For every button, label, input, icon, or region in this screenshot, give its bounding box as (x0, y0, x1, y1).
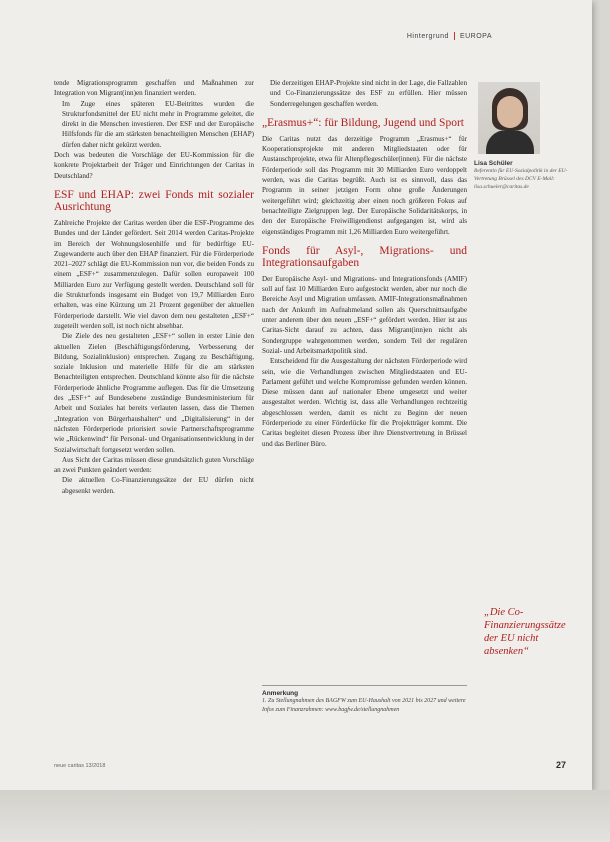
paragraph: tende Migrationsprogramm geschaffen und Maßnahmen zur Integration von Migrant(inn)en finanziert werden. (54, 79, 254, 98)
footnote-title: Anmerkung (262, 690, 299, 697)
paragraph: Die Caritas nutzt das derzeitige Programm „Erasmus+“ für Kooperationsprojekte mit anderen Mitgliedstaaten oder für Austauschprojekte, etwa für Altenpflegeschüler(innen). Für die nächste Förderperiode soll das Programm mit 30 Milliarden Euro verdoppelt werden, was die Caritas begrüßt. Auch ist es sinnvoll, dass das Programm in seiner jetzigen Form ohne große Änderungen weitergeführt wird; gleichzeitig aber einen noch größeren Fokus auf benachteiligte Zielgruppen legt. Der Europäische Solidaritätskorps, in den der Europäische Freiwilligendienst aufgegangen ist, wird als eigenständiges Programm mit 1,26 Milliarden Euro weitergeführt. (262, 134, 467, 236)
author-name: Lisa Schüler (474, 160, 513, 167)
footer-publication: neue caritas 13/2018 (54, 763, 106, 769)
bullet-item: • Die derzeitigen EHAP-Projekte sind nicht in der Lage, die Fallzahlen und Co-Finanzierungssätze des ESF zu erfüllen. Hier müssen Sonderregelungen geschaffen werden. (270, 78, 467, 109)
paragraph: Der Europäische Asyl- und Migrations- und Integrationsfonds (AMIF) soll auf fast 10 Milliarden Euro aufgestockt werden, aber nur noch die Bereiche Asyl und Migration umfassen. AMIF-Integrationsmaßnahmen nach der Ankunft im Aufnahmeland sollen als Querschnittsaufgabe unter anderem über den neuen „ESF+“ gefördert werden. Hier ist aus Caritas-Sicht darauf zu achten, dass Migrant(inn)en nicht als Sondergruppe wahrgenommen werden, sondern Teil der regulären Sozial- und Arbeitsmarktpolitik sind. (262, 274, 467, 355)
author-bio: Referentin für EU-Sozialpolitik in der EU-Vertretung Brüssel des DCV E-Mail: lisa.schueler@caritas.de (474, 168, 568, 190)
header-topic: EUROPA (459, 32, 492, 40)
bullet-list (262, 78, 467, 109)
bullet-item: • Die aktuellen Co-Finanzierungssätze der EU dürfen nicht abgesenkt werden. (62, 475, 254, 496)
background-surface (0, 790, 610, 842)
paragraph: Die Ziele des neu gestalteten „ESF+“ sollen in erster Linie den aktuellen Zielen (Beschäftigungsförderung, Verbesserung der Bildung, Sozialinklusion) entsprechen. Zugang zu Beschäftigung, soziale Inklusion und materielle Hilfe für die am stärksten Benachteiligten entsprechen. Deutschland könnte also für die nächste Förderperiode ähnliche Programme auflegen. Das für die Umsetzung des „ESF+“ auf Bundesebene zuständige Bundesministerium für Arbeit und Soziales hat bereits verlauten lassen, dass die Themen „Integration von Bürgerhaushalten“ und „Digitalisierung“ in der nächsten Förderperiode priorisiert sowie Partnerschaftsprogramme wie „Rückenwind“ für Personal- und Organisationsentwicklung in der Sozialwirtschaft fortgesetzt werden sollen. (54, 332, 254, 454)
column-middle (262, 78, 467, 678)
header-separator (454, 32, 455, 40)
footnote-text: 1. Zu Stellungnahmen des BAGFW zum EU-Haushalt von 2021 bis 2027 und weitere Infos zum Finanzrahmen: www.bagfw.de/stellungnahmen (262, 698, 466, 713)
page-number: 27 (556, 760, 567, 770)
paragraph: Zahlreiche Projekte der Caritas werden über die ESF-Programme des Bundes und der Länder gefördert. Seit 2014 werden Caritas-Projekte im Bereich der Wohnungslosenhilfe und für bedürftige EU-Zugewanderte auch über den EHAP finanziert. Für die Förderperiode 2021–2027 schlägt die EU-Kommission nun vor, die beiden Fonds zu einem „ESF+“ zusammenzulegen. Dafür sollen europaweit 100 Milliarden Euro zur Verfügung gestellt werden. Deutschland soll für die Strukturfonds insgesamt ein Budget von 19,7 Milliarden Euro erhalten, was eine Kürzung um 21 Prozent gegenüber der aktuellen Förderperiode darstellt. Wie viel davon dem neu gestalteten „ESF+“ zugeteilt werden soll, ist noch nicht absehbar. (54, 218, 254, 330)
paragraph: Entscheidend für die Ausgestaltung der nächsten Förderperiode wird sein, wie die Verhandlungen zwischen Mitgliedstaaten und EU-Parlament geführt und welche Kompromisse gefunden werden können. Diese müssen dann auf nationaler Ebene umgesetzt und weiter ausgestaltet werden. Wichtig ist, dass alle Verhandlungen rechtzeitig abgeschlossen werden, damit es nicht zu Beginn der neuen Förderperiode zu einer Förderlücke für die Projektträger kommt. Die Caritas begleitet diesen Prozess über ihre Dienstvertretung in Brüssel und das Berliner Büro. (262, 357, 467, 448)
header-section: Hintergrund (406, 32, 449, 40)
column-left (54, 78, 254, 768)
section-heading-erasmus: „Erasmus+“: für Bildung, Jugend und Sport (262, 116, 464, 129)
paragraph: Doch was bedeuten die Vorschläge der EU-Kommission für die konkrete Projektarbeit der Träger und Einrichtungen der Caritas in Deutschland? (54, 151, 254, 180)
bullet-list (54, 99, 254, 150)
section-heading-amif: Fonds für Asyl-, Migrations- und Integrationsaufgaben (262, 244, 467, 269)
author-photo (478, 82, 540, 154)
paragraph: Aus Sicht der Caritas müssen diese grundsätzlich guten Vorschläge an zwei Punkten geändert werden: (54, 455, 254, 475)
footnote-box (262, 685, 467, 714)
section-heading-esf: ESF und EHAP: zwei Fonds mit sozialer Ausrichtung (54, 188, 254, 213)
bullet-list (54, 475, 254, 496)
running-header (407, 32, 492, 40)
pull-quote: „Die Co-Finanzierungssätze der EU nicht absenken“ (484, 607, 566, 657)
bullet-item: • Im Zuge eines späteren EU-Beitrittes wurden die Strukturfondsmittel der EU nicht mehr in Programme geleitet, die direkt in die Menschen investieren. Der ESF und der Europäische Hilfsfonds für die am stärksten benachteiligten Menschen (EHAP) dürfen daher nicht gekürzt werden. (62, 99, 254, 150)
author-sidebar (474, 82, 574, 191)
